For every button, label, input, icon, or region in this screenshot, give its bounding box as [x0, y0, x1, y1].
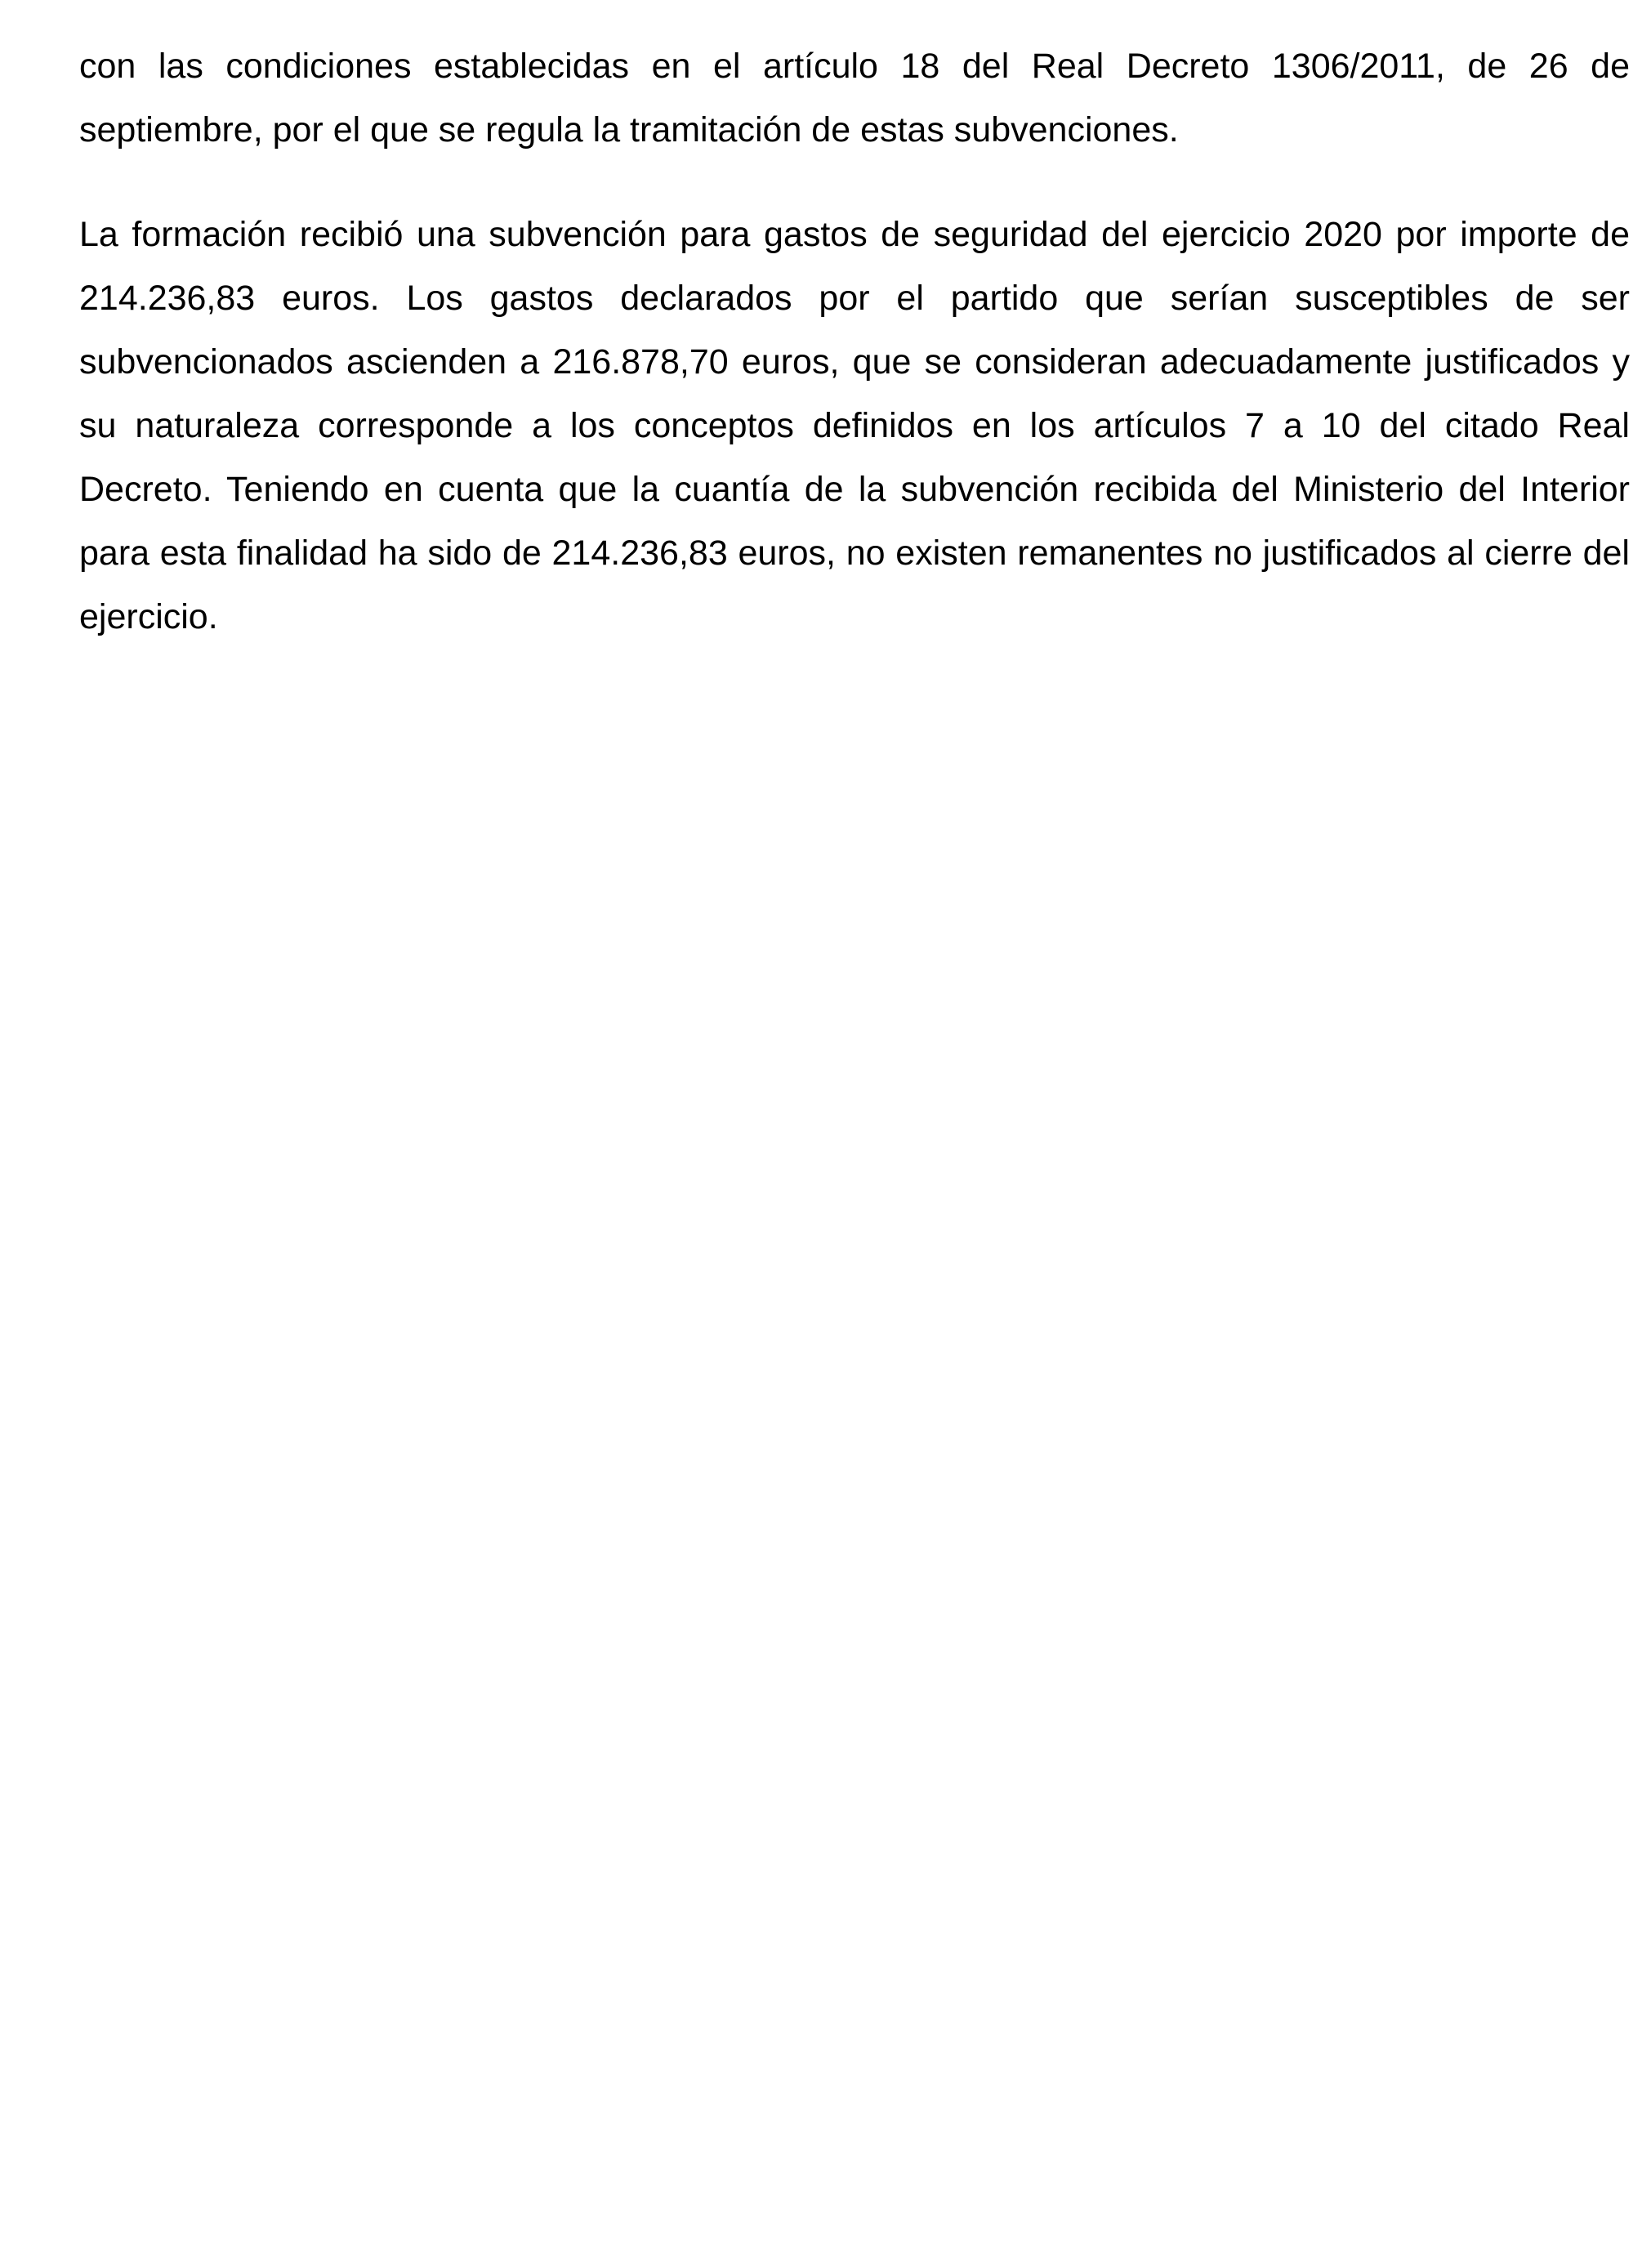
paragraph-security-subsidy: La formación recibió una subvención para gastos de seguridad del ejercicio 2020 por importe de 214.236,83 euros. Los gastos declarados por el partido que serían susceptibles de ser subvencionados ascienden a 216.878,70 euros, que se consideran adecuadamente justificados y su naturaleza corresponde a los conceptos definidos en los artículos 7 a 10 del citado Real Decreto. Teniendo en cuenta que la cuantía de la subvención recibida del Ministerio del Interior para esta finalidad ha sido de 214.236,83 euros, no existen remanentes no justificados al cierre del ejercicio.: [79, 215, 1630, 636]
paragraph-decree-conditions: con las condiciones establecidas en el artículo 18 del Real Decreto 1306/2011, de 26 de septiembre, por el que se regula la tramitación de estas subvenciones.: [79, 47, 1630, 150]
body-text: [79, 34, 1630, 649]
